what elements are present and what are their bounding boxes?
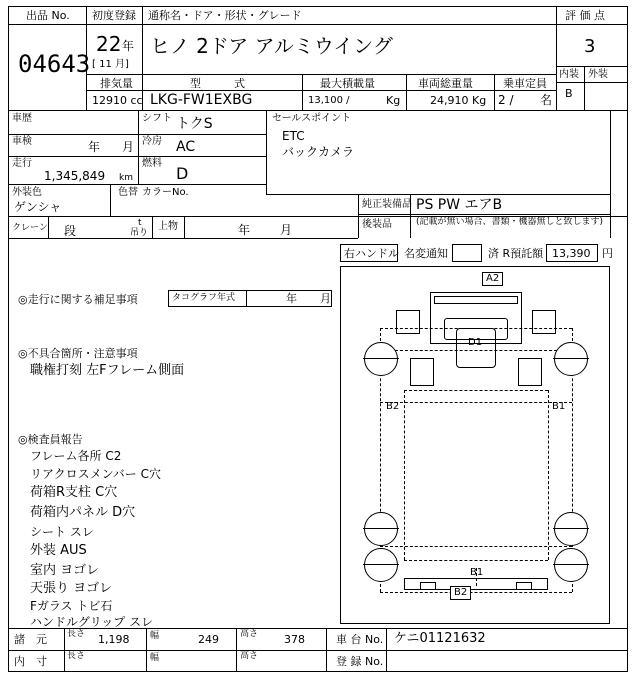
first-reg-month: [ 11 月] [92,59,129,70]
tacho-year: 年 [286,292,297,305]
diagram-mark: A2 [482,272,503,286]
interior-length-label: 長さ [67,651,86,661]
equipment-label: 純正装備品 [362,199,412,210]
diagram-mark: B2 [450,586,471,600]
diagram-mark: B1 [470,567,484,578]
inspector-item: シート スレ [30,525,94,539]
interior-dim-label: 内 寸 [14,655,47,668]
cooler-value: AC [176,139,196,155]
model-label: 型 式 [190,77,245,90]
diagram-right-mirror [532,310,556,334]
lot-no-label: 出品 No. [26,9,70,22]
diagram-mark: B1 [552,401,566,412]
exterior-label: 外装 [588,69,608,80]
name-change-label: 名変通知 [404,247,448,260]
upper-label: 上物 [158,221,178,232]
height-label: 高さ [240,629,259,639]
diagram-tail-left [420,582,436,590]
inspector-item: 外装 AUS [30,543,87,558]
crane-stage: 段 [64,224,77,238]
color-no-label: 色替 [118,187,138,198]
displacement-value: 12910 cc [92,94,143,107]
gross-weight-label: 車両総重量 [418,77,473,90]
rear-right-wheel-2 [554,548,588,582]
sales-point-item: バックカメラ [282,145,355,159]
history-label: 車歴 [12,113,32,124]
rear-left-wheel [364,512,398,546]
diagram-right-door [518,358,542,386]
cooler-label: 冷房 [142,136,162,147]
fuel-label: 燃料 [142,158,162,169]
capacity-value: 2 / [498,93,514,107]
vehicle-label: 通称名・ドア・形状・グレード [148,9,302,22]
sales-points-label: セールスポイント [272,113,352,124]
displacement-label: 排気量 [100,77,133,90]
shift-value: トクS [176,116,213,132]
front-left-wheel [364,342,398,376]
width-value: 249 [198,633,219,646]
rear-left-wheel-2 [364,548,398,582]
chassis-value: ケニ01121632 [394,631,486,646]
upper-month: 月 [280,223,293,237]
inspector-item: 室内 ヨゴレ [30,563,100,578]
rear-right-wheel [554,512,588,546]
grade-label: 評 価 点 [565,9,605,22]
first-reg-label: 初度登録 [92,9,136,22]
max-load-label: 最大積載量 [320,77,375,90]
front-right-wheel [554,342,588,376]
aftermarket-label: 後装品 [362,219,392,230]
sales-point-item: ETC [282,129,305,143]
diagram-left-door [410,358,434,386]
diagram-cab-roof-panel [456,328,496,368]
inspection-year: 年 [88,140,101,154]
capacity-unit: 名 [540,93,553,107]
inspector-item: 荷箱R支柱 C穴 [30,485,118,500]
specs-label: 諸 元 [14,633,47,646]
fuel-value: D [176,164,189,183]
shift-label: シフト [142,113,172,124]
length-value: 1,198 [98,633,130,646]
tacho-label: タコグラフ年式 [172,293,236,303]
diagram-cab-roof [434,296,518,304]
inspector-item: Fガラス トビ石 [30,599,113,613]
interior-grade: B [565,87,573,100]
grade-value: 3 [584,36,596,57]
aftermarket-note: (記載が無い場合、書類・機器無しと致します) [416,217,604,227]
mileage-label: 走行 [12,158,32,169]
color-value: ゲンシャ [14,200,62,214]
upper-year: 年 [238,223,251,237]
interior-height-label: 高さ [240,651,259,661]
equipment-value: PS PW エアB [416,197,503,213]
diagram-tail-right [516,582,532,590]
inspection-label: 車検 [12,136,32,147]
chassis-label: 車 台 No. [336,633,384,646]
year-unit: 年 [122,39,135,53]
recycle-amount: 13,390 [552,247,591,260]
mileage-value: 1,345,849 [44,169,106,183]
inspector-item: フレーム各所 C2 [30,449,122,463]
defects-label: ◎不具合箇所・注意事項 [18,347,138,360]
tacho-month: 月 [320,292,331,305]
reg-no-label: 登 録 No. [336,655,384,668]
steering-value: 右ハンドル [344,247,399,260]
inspector-item: 天張り ヨゴレ [30,581,113,596]
yen-unit: 円 [602,247,613,260]
defect-item: 職権打刻 左Fフレーム側面 [30,363,185,378]
vehicle-name: ヒノ 2ドア アルミウイング [150,34,393,58]
interior-width-label: 幅 [150,653,160,663]
inspector-item: ハンドルグリップ スレ [30,615,154,629]
inspector-label: ◎検査員報告 [18,433,83,446]
diagram-left-mirror [396,310,420,334]
height-value: 378 [284,633,305,646]
length-label: 長さ [67,629,86,639]
max-load-value: 13,100 / [308,95,350,106]
diagram-mark: B2 [386,401,400,412]
max-load-unit: Kg [386,94,401,107]
interior-label: 内装 [559,69,579,80]
crane-ton: t [138,218,142,228]
inspector-item: リアクロスメンバー C穴 [30,467,161,481]
lot-number: 04643 [18,50,91,78]
width-label: 幅 [150,631,160,641]
driving-notes-label: ◎走行に関する補足事項 [18,293,138,306]
crane-label: クレーン [12,223,48,233]
color-label: 外装色 [12,187,42,198]
model-value: LKG-FW1EXBG [150,92,253,108]
crane-hang: 吊り [130,228,149,238]
first-reg-year: 22 [96,32,122,56]
recycle-label: 済 R預託額 [488,247,544,260]
capacity-label: 乗車定員 [503,77,547,90]
inspection-month: 月 [122,140,135,154]
inspector-item: 荷箱内パネル D穴 [30,505,136,520]
diagram-mark: D1 [468,337,483,348]
gross-weight-value: 24,910 Kg [430,94,487,107]
name-change-box [452,244,482,262]
color-code-label: カラーNo. [142,187,189,198]
mileage-unit: km [119,173,133,183]
